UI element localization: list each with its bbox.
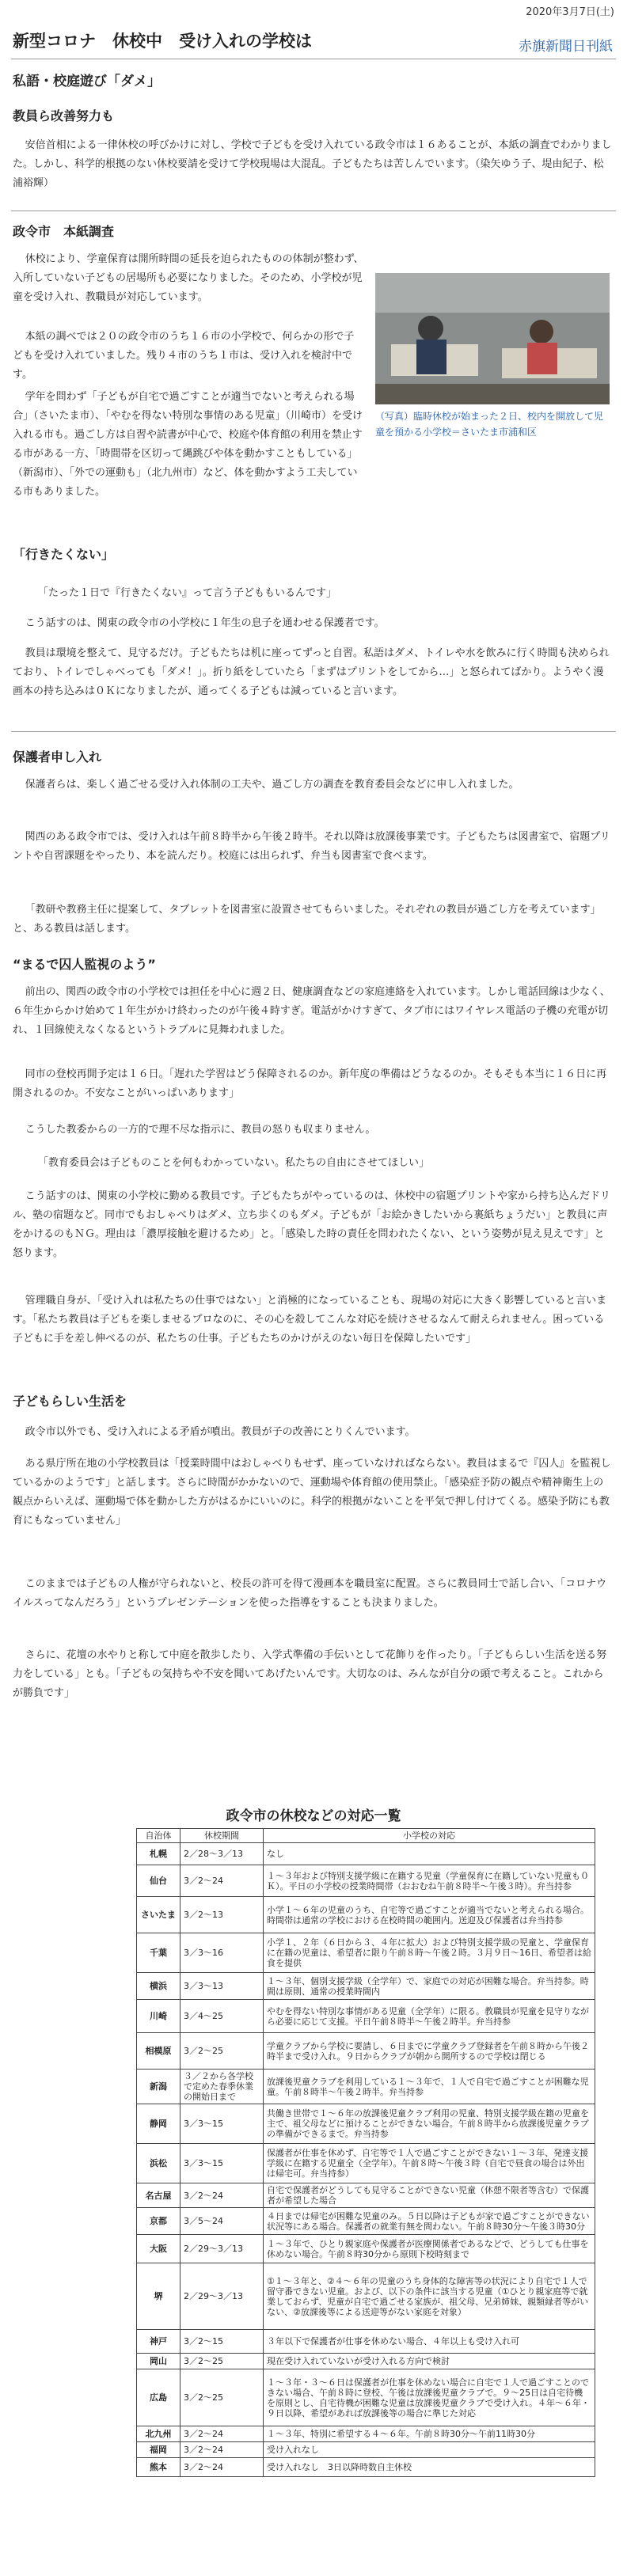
table-row: [137, 2235, 595, 2263]
paragraph: このままでは子どもの人権が守られないと、校長の許可を得て漫画本を職員室に配置。さらに教員同士で話し合い、「コロナウイルスってなんだろう」というプレゼンテーションを使った指導をすることも決まりました。: [13, 1578, 607, 1609]
municipality-cell: さいたま: [137, 1897, 180, 1933]
paragraph: 休校により、学童保育は開所時間の延長を迫られたものの体制が整わず、入所していない子どもの居場所も必要になりました。そのため、小学校が児童を受け入れ、教職員が対応しています。: [13, 253, 364, 303]
section-heading: 「行きたくない」: [13, 547, 115, 562]
municipality-cell: 静岡: [137, 2104, 180, 2144]
municipality-cell: 岡山: [137, 2354, 180, 2369]
table-row: [137, 2458, 595, 2477]
divider: [11, 731, 616, 732]
response-cell: １〜３年で、ひとり親家庭や保護者が医療関係者であるなどで、どうしても仕事を休めない場合。午前８時30分から原則下校時刻まで: [264, 2235, 595, 2263]
response-cell: 受け入れなし: [264, 2442, 595, 2458]
response-cell: なし: [264, 1843, 595, 1865]
paragraph: さらに、花壇の水やりと称して中庭を散歩したり、入学式準備の手伝いとして花飾りを作ったり。「子どもらしい生活を送る努力をしている」とも。「子どもの気持ちや不安を聞いてあげたいんです。大切なのは、みんなが自分の頭で考えること。これからが勝負です」: [13, 1649, 607, 1699]
paragraph: 前出の、関西の政令市の小学校では担任を中心に週２日、健康調査などの家庭連絡を入れています。しかし電話回線は少なく、６年生からかけ始めて１年生がかけ終わったのが午後４時すぎ。電話がかけすぎて、タブ市にはワイヤレス電話の子機の充電が切れ、１回線使えなくなるというトラブルに見舞われました。: [13, 986, 610, 1036]
response-cell: １〜３年、個別支援学級（全学年）で、家庭での対応が困難な場合。弁当持参。時間は原則、通常の授業時間内: [264, 1973, 595, 2000]
response-cell: ３年以下で保護者が仕事を休めない場合、４年以上も受け入れ可: [264, 2330, 595, 2354]
closure-period-cell: 3／3〜15: [180, 2144, 264, 2183]
municipality-cell: 新潟: [137, 2070, 180, 2104]
paragraph: こうした教委からの一方的で理不尽な指示に、教員の怒りも収まりません。: [25, 1124, 376, 1136]
municipality-cell: 千葉: [137, 1933, 180, 1973]
closure-period-cell: 2／29〜3／13: [180, 2235, 264, 2263]
municipality-cell: 名古屋: [137, 2183, 180, 2208]
section-heading: “まるで囚人監視のよう”: [13, 957, 156, 972]
section-heading: 子どもらしい生活を: [13, 1394, 127, 1409]
closure-period-cell: 3／4〜25: [180, 2000, 264, 2033]
closure-period-cell: 3／2〜25: [180, 2369, 264, 2426]
closure-period-cell: 3／3〜15: [180, 2104, 264, 2144]
response-cell: 自宅で保護者がどうしても見守ることができない児童（休憩不限者等含む）で保護者が希望した場合: [264, 2183, 595, 2208]
response-cell: ①１〜３年と、②４〜６年の児童のうち身体的な障害等の状況により自宅で１人で留守番できない児童。および、以下の条件に該当する児童（①ひとり親家庭等で就業しておらず、児童が自宅で過ごせる家族が、祖父母、兄弟姉妹、親類縁者等がいない、②放課後等による送迎等がない家庭を対象）: [264, 2263, 595, 2330]
classroom-photo: [375, 273, 610, 404]
closure-period-cell: 2／29〜3／13: [180, 2263, 264, 2330]
table-row: [137, 2442, 595, 2458]
municipality-cell: 大阪: [137, 2235, 180, 2263]
closure-period-cell: 3／2〜24: [180, 2183, 264, 2208]
table-row: [137, 2426, 595, 2442]
closure-period-cell: 3／2〜24: [180, 2458, 264, 2477]
closure-period-cell: 3／2〜24: [180, 1865, 264, 1897]
paragraph: 政令市以外でも、受け入れによる矛盾が噴出。教員が子の改善にとりくんでいます。: [25, 1426, 416, 1438]
closure-period-cell: 3／2〜13: [180, 1897, 264, 1933]
response-cell: ４日までは帰宅が困難な児童のみ。５日以降は子どもが家で過ごすことができない状況等にある場合。保護者の就業有無を問わない。午前８時30分〜午後３時30分: [264, 2208, 595, 2235]
municipality-cell: 川崎: [137, 2000, 180, 2033]
photo-caption: （写真）臨時休校が始まった２日、校内を開放して児童を預かる小学校＝さいたま市浦和区: [375, 411, 604, 438]
municipality-cell: 広島: [137, 2369, 180, 2426]
paragraph: こう話すのは、関東の小学校に勤める教員です。子どもたちがやっているのは、休校中の宿題プリントや家から持ち込んだドリル、塾の宿題など。同市でもおしゃべりはダメ、立ち歩くのもダメ。子どもが「お絵かきしたいから裏紙ちょうだい」と教員に声をかけるのもＮＧ。理由は「濃厚接触を避けるため」と。「感染した時の責任を問われたくない、という姿勢が見え見えです」と怒ります。: [13, 1190, 611, 1259]
response-cell: やむを得ない特別な事情がある児童（全学年）に限る。教職員が児童を見守りながら必要に応じて支援。平日午前８時半〜午後２時半。弁当持参: [264, 2000, 595, 2033]
section-heading: 政令市 本紙調査: [13, 224, 115, 239]
section-heading: 教員ら改善努力も: [13, 108, 115, 123]
closure-period-cell: 2／28〜3／13: [180, 1843, 264, 1865]
closure-period-cell: ３／２から各学校で定めた春季休業の開始日まで: [180, 2070, 264, 2104]
municipality-cell: 堺: [137, 2263, 180, 2330]
quote: 「教育委員会は子どものことを何もわかっていない。私たちの自由にさせてほしい」: [38, 1157, 430, 1169]
closure-period-cell: 3／2〜25: [180, 2033, 264, 2070]
closure-period-cell: 3／2〜24: [180, 2442, 264, 2458]
municipality-cell: 神戸: [137, 2330, 180, 2354]
paragraph: 同市の登校再開予定は１６日。「遅れた学習はどう保障されるのか。新年度の準備はどうなるのか。そもそも本当に１６日に再開されるのか。不安なことがいっぱいあります」: [13, 1068, 607, 1099]
publish-date: 2020年3月7日(土): [526, 6, 614, 18]
municipality-cell: 福岡: [137, 2442, 180, 2458]
closure-period-cell: 3／2〜24: [180, 2426, 264, 2442]
table-row: [137, 2144, 595, 2183]
table-row: [137, 2033, 595, 2070]
table-row: [137, 2104, 595, 2144]
response-cell: 保護者が仕事を休めず、自宅等で１人で過ごすことができない１〜３年、発達支援学級に在籍する児童全（全学年）。午前８時〜午後３時（自宅で昼食の場合は外出は帰宅可。弁当持参）: [264, 2144, 595, 2183]
municipality-cell: 北九州: [137, 2426, 180, 2442]
table-row: [137, 2369, 595, 2426]
response-cell: 受け入れなし 3日以降時数自主休校: [264, 2458, 595, 2477]
table-row: [137, 1865, 595, 1897]
table-row: [137, 2263, 595, 2330]
photo-image: [375, 273, 610, 404]
municipality-cell: 熊本: [137, 2458, 180, 2477]
header-cell: 休校期間: [180, 1829, 264, 1843]
table-row: [137, 1973, 595, 2000]
table-row: [137, 2330, 595, 2354]
header-cell: 自治体: [137, 1829, 180, 1843]
municipality-cell: 京都: [137, 2208, 180, 2235]
closure-period-cell: 3／5〜24: [180, 2208, 264, 2235]
response-cell: 小学１〜６年の児童のうち、自宅等で過ごすことが適当でないと考えられる場合。時間帯は通常の学校における在校時間の範囲内。送迎及び保護者は弁当持参: [264, 1897, 595, 1933]
paragraph: 安倍首相による一律休校の呼びかけに対し、学校で子どもを受け入れている政令市は１６あることが、本紙の調査でわかりました。しかし、科学的根拠のない休校要請を受けて学校現場は大混乱。子どもたちは苦しんでいます。（染矢ゆう子、堤由紀子、松浦裕輝）: [13, 139, 612, 189]
paragraph: 教員は環境を整えて、見守るだけ。子どもたちは机に座ってずっと自習。私語はダメ、トイレや水を飲みに行く時間も決められており、トイレでしゃべっても「ダメ！」。折り紙をしていたら「まずはプリントをしてから…」と怒られてばかり。ようやく漫画本の持ち込みは０Ｋになりましたが、通ってくる子どもは減っていると言います。: [13, 647, 610, 697]
closure-period-cell: 3／2〜25: [180, 2354, 264, 2369]
section-heading: 保護者申し入れ: [13, 749, 102, 764]
closure-period-cell: 3／3〜13: [180, 1973, 264, 2000]
table-row: [137, 2208, 595, 2235]
response-cell: 共働き世帯で１〜６年の放課後児童クラブ利用の児童、特別支援学級在籍の児童を主で、祖父母などに預けることができない場合。午前８時半から放課後児童クラブの準備ができるまで。弁当持参: [264, 2104, 595, 2144]
municipality-cell: 浜松: [137, 2144, 180, 2183]
table-row: [137, 2183, 595, 2208]
response-cell: １〜３年および特別支援学級に在籍する児童（学童保育に在籍していない児童も０Ｋ）。平日の小学校の授業時間帯（おおむね午前８時半〜午後３時）。弁当持参: [264, 1865, 595, 1897]
table-row: [137, 2070, 595, 2104]
table-row: [137, 2354, 595, 2369]
paragraph: 学年を問わず「子どもが自宅で過ごすことが適当でないと考えられる場合」（さいたま市）、「やむを得ない特別な事情のある児童」（川崎市）を受け入れる市も。過ごし方は自習や読書が中心で、校庭や体育館の利用を禁止する市がある一方、「時間帯を区切って縄跳びや体を動かすこともしている」（新潟市）、「外での運動も」（北九州市）など、体を動かすよう工夫している市もありました。: [13, 391, 363, 498]
paragraph: 「教研や教務主任に提案して、タブレットを図書室に設置させてもらいました。それぞれの教員が過ごし方を考えています」と、ある教員は話します。: [13, 904, 601, 935]
table-row: [137, 1843, 595, 1865]
response-cell: １〜３年・３〜６日は保護者が仕事を休めない場合に自宅で１人で過ごすことのできない場合、午前８時に登校、午後は放課後児童クラブで。９〜25日は自宅待機を原則とし、自宅待機が困難な児童は放課後児童クラブで受け入れ。４年〜６年・９日以降、希望があれば放課後等の場合に準じた対応: [264, 2369, 595, 2426]
municipality-cell: 相模原: [137, 2033, 180, 2070]
paragraph: 管理職自身が、「受け入れは私たちの仕事ではない」と消極的になっていることも、現場の対応に大きく影響していると言います。「私たち教員は子どもを楽しませるプロなのに、その心を殺してこんな対応を続けさせるなんて耐えられません。困っている子どもに手を差し伸べるのが、私たちの仕事。子どもたちのかけがえのない毎日を保障したいです」: [13, 1295, 607, 1345]
paragraph: 関西のある政令市では、受け入れは午前８時半から午後２時半。それ以降は放課後事業です。子どもたちは図書室で、宿題プリントや自習課題をやったり、本を読んだり。校庭には出られず、弁当も図書室で食べます。: [13, 831, 610, 862]
closure-period-cell: 3／2〜15: [180, 2330, 264, 2354]
closure-period-cell: 3／3〜16: [180, 1933, 264, 1973]
response-table: [136, 1828, 595, 2477]
quote: 「たった１日で『行きたくない』って言う子どももいるんです」: [38, 587, 337, 599]
subheadline: 私語・校庭遊び「ダメ」: [13, 74, 161, 89]
response-cell: 学童クラブから学校に要請し、６日までに学童クラブ登録者を午前８時から午後２時半まで受け入れ。９日からクラブが朝から開所するので学校は閉じる: [264, 2033, 595, 2070]
source-name: 赤旗新聞日刊紙: [519, 39, 613, 55]
response-cell: 現在受け入れていないが受け入れる方向で検討: [264, 2354, 595, 2369]
paragraph: 本紙の調べでは２０の政令市のうち１６市の小学校で、何らかの形で子どもを受け入れていました。残り４市のうち１市は、受け入れを検討中です。: [13, 331, 355, 381]
municipality-cell: 横浜: [137, 1973, 180, 2000]
municipality-cell: 仙台: [137, 1865, 180, 1897]
paragraph: ある県庁所在地の小学校教員は「授業時間中はおしゃべりもせず、座っていなければならない。教員はまるで『囚人』を監視しているかのようです」と話します。さらに時間がかかないので、運動場や体育館の使用禁止。「感染症予防の観点や精神衛生上の観点からいえば、運動場で体を動かした方がはるかにいいのに。科学的根拠がないことを平気で押し付けてくる。感染予防にも教育にもなっていません」: [13, 1458, 611, 1527]
municipality-cell: 札幌: [137, 1843, 180, 1865]
table-title: 政令市の休校などの対応一覧: [226, 1808, 401, 1824]
header-cell: 小学校の対応: [264, 1829, 595, 1843]
response-cell: 放課後児童クラブを利用している１〜３年で、１人で自宅で過ごすことが困難な児童。午前８時半〜午後２時半。弁当持参: [264, 2070, 595, 2104]
response-cell: 小学１、２年（６日から３、４年に拡大）および特別支援学級の児童と、学童保育に在籍の児童は、希望者に限り午前８時〜午後２時。３月９日〜16日、希望者は給食を提供: [264, 1933, 595, 1973]
table-row: [137, 1933, 595, 1973]
response-cell: １〜３年、特別に希望する４〜６年。午前８時30分〜午前11時30分: [264, 2426, 595, 2442]
table-header-row: [137, 1829, 595, 1843]
table-row: [137, 1897, 595, 1933]
table-row: [137, 2000, 595, 2033]
paragraph: こう話すのは、関東の政令市の小学校に１年生の息子を通わせる保護者です。: [25, 617, 385, 629]
headline: 新型コロナ 休校中 受け入れの学校は: [13, 32, 312, 51]
paragraph: 保護者らは、楽しく過ごせる受け入れ体制の工夫や、過ごし方の調査を教育委員会などに申し入れました。: [25, 779, 519, 791]
